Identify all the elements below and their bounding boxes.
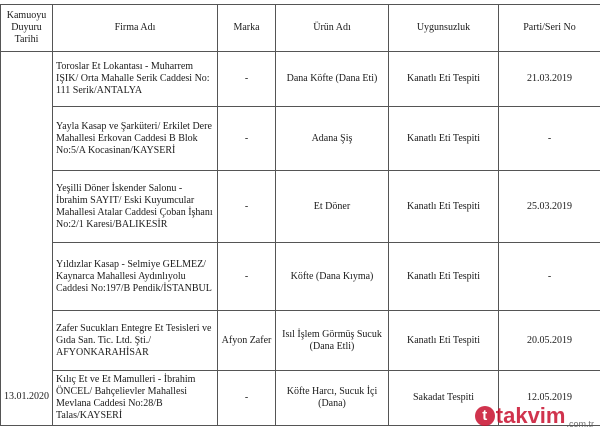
watermark-text: takvim [495,403,566,428]
brand: - [218,243,276,311]
firm-name: Yeşilli Döner İskender Salonu - İbrahim SAYIT/ Eski Kuyumcular Mahallesi Atalar Caddesi Çoban İşhanı No:2/1 Karesi/BALIKESİR [53,171,218,243]
firm-name: Yayla Kasap ve Şarküteri/ Erkilet Dere Mahallesi Erkovan Caddesi B Blok No:5/A Kocasinan/KAYSERİ [53,107,218,171]
brand: - [218,371,276,426]
batch-number: - [499,243,600,311]
table-row [1,311,600,371]
product-name: Köfte (Dana Kıyma) [276,243,389,311]
table-row [1,52,600,107]
header-brand: Marka [218,5,276,52]
table-row [1,243,600,311]
brand: - [218,107,276,171]
product-name: Et Döner [276,171,389,243]
firm-name: Kılıç Et ve Et Mamulleri - İbrahim ÖNCEL/ Bahçelievler Mahallesi Mevlana Caddesi No:28/B Talas/KAYSERİ [53,371,218,426]
header-issue: Uygunsuzluk [389,5,499,52]
batch-number: 20.05.2019 [499,311,600,371]
header-batch: Parti/Seri No [499,5,600,52]
table-row [1,171,600,243]
nonconformity: Sakadat Tespiti [389,371,499,426]
table-row [1,107,600,171]
takvim-watermark [475,403,594,429]
nonconformity: Kanatlı Eti Tespiti [389,243,499,311]
batch-number: 12.05.2019 [499,371,600,426]
batch-number: 21.03.2019 [499,52,600,107]
recall-table [0,4,600,426]
header-date: Kamuoyu Duyuru Tarihi [1,5,53,52]
firm-name: Toroslar Et Lokantası - Muharrem IŞIK/ Orta Mahalle Serik Caddesi No: 111 Serik/ANTALYA [53,52,218,107]
batch-number: 25.03.2019 [499,171,600,243]
nonconformity: Kanatlı Eti Tespiti [389,311,499,371]
takvim-logo-icon: t [475,406,495,426]
product-name: Dana Köfte (Dana Eti) [276,52,389,107]
watermark-tld: .com.tr [566,419,594,429]
brand: - [218,52,276,107]
batch-number: - [499,107,600,171]
product-name: Isıl İşlem Görmüş Sucuk (Dana Etli) [276,311,389,371]
nonconformity: Kanatlı Eti Tespiti [389,107,499,171]
product-name: Adana Şiş [276,107,389,171]
header-product: Ürün Adı [276,5,389,52]
nonconformity: Kanatlı Eti Tespiti [389,52,499,107]
brand: Afyon Zafer [218,311,276,371]
header-firm: Firma Adı [53,5,218,52]
firm-name: Zafer Sucukları Entegre Et Tesisleri ve Gıda San. Tic. Ltd. Şti./ AFYONKARAHİSAR [53,311,218,371]
announcement-date: 13.01.2020 [1,52,53,426]
table-header-row [1,5,600,52]
product-name: Köfte Harcı, Sucuk İçi (Dana) [276,371,389,426]
brand: - [218,171,276,243]
firm-name: Yıldızlar Kasap - Selmiye GELMEZ/ Kaynarca Mahallesi Aydınlıyolu Caddesi No:197/B Pendik/İSTANBUL [53,243,218,311]
nonconformity: Kanatlı Eti Tespiti [389,171,499,243]
